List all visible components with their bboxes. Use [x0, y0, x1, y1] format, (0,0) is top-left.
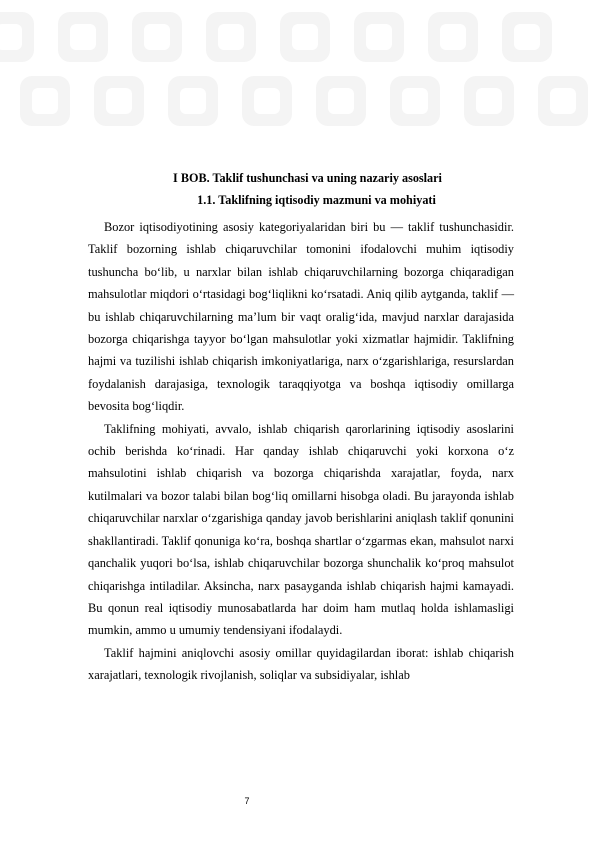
body-text — [88, 216, 514, 687]
watermark-logo-icon — [54, 8, 112, 66]
chapter-title: I BOB. Taklif tushunchasi va uning nazariy asoslari — [173, 171, 442, 185]
watermark-logo-icon — [534, 72, 592, 130]
watermark-logo-icon — [498, 8, 556, 66]
watermark-logo-icon — [202, 8, 260, 66]
page-number: 7 — [244, 796, 250, 806]
watermark-logo-icon — [238, 72, 296, 130]
watermark-logo-icon — [0, 8, 38, 66]
watermark-logo-icon — [164, 72, 222, 130]
watermark-logo-icon — [16, 72, 74, 130]
watermark-logo-icon — [312, 72, 370, 130]
watermark-logo-icon — [424, 8, 482, 66]
watermark-row — [16, 72, 595, 130]
watermark-logo-icon — [350, 8, 408, 66]
background-watermark — [0, 0, 595, 130]
watermark-row — [0, 8, 572, 66]
watermark-logo-icon — [386, 72, 444, 130]
watermark-logo-icon — [276, 8, 334, 66]
watermark-logo-icon — [90, 72, 148, 130]
section-title: 1.1. Taklifning iqtisodiy mazmuni va mohiyati — [197, 193, 436, 207]
paragraph: Taklif hajmini aniqlovchi asosiy omillar quyidagilardan iborat: ishlab chiqarish xarajatlari, texnologik rivojlanish, soliqlar va subsidiyalar, ishlab — [88, 645, 514, 683]
paragraph: Taklifning mohiyati, avvalo, ishlab chiqarish qarorlarining iqtisodiy asoslarini ochib berishda ko‘rinadi. Har qanday ishlab chiqaruvchi yoki korxona o‘z mahsulotini ishlab chiqarish va bozorga chiqarishda xarajatlar, foyda, narx kutilmalari va bozor talabi bilan bog‘liq omillarni hisobga oladi. Bu jarayonda ishlab chiqaruvchilar narxlar o‘zgarishiga qanday javob berishlarini aniqlash taklif qonunini shakllantiradi. Taklif qonuniga ko‘ra, boshqa shartlar o‘zgarmas ekan, mahsulot narxi qanchalik yuqori bo‘lsa, ishlab chiqaruvchilar bozorga shunchalik ko‘proq mahsulot chiqarishga intiladilar. Aksincha, narx pasayganda ishlab chiqarish hajmi kamayadi. Bu qonun real iqtisodiy munosabatlarda har doim ham mutlaq holda ishlamasligi mumkin, ammo u umumiy tendensiyani ifodalaydi. — [88, 421, 514, 638]
watermark-logo-icon — [460, 72, 518, 130]
paragraph: Bozor iqtisodiyotining asosiy kategoriyalaridan biri bu — taklif tushunchasidir. Taklif bozorning ishlab chiqaruvchilar tomonini ifodalovchi muhim iqtisodiy tushuncha bo‘lib, u narxlar bilan ishlab chiqaruvchilarning bozorga chiqaradigan mahsulotlar miqdori o‘rtasidagi bog‘liqlikni ko‘rsatadi. Aniq qilib aytganda, taklif — bu ishlab chiqaruvchilarning ma’lum bir vaqt oralig‘ida, mavjud narxlar darajasida bozorga chiqarishga tayyor bo‘lgan mahsulotlar yoki xizmatlar hajmidir. Taklifning hajmi va tuzilishi ishlab chiqarish imkoniyatlariga, narx o‘zgarishlariga, resurslardan foydalanish darajasiga, texnologik taraqqiyotga va boshqa iqtisodiy omillarga bevosita bog‘liqdir. — [88, 220, 514, 414]
watermark-logo-icon — [128, 8, 186, 66]
